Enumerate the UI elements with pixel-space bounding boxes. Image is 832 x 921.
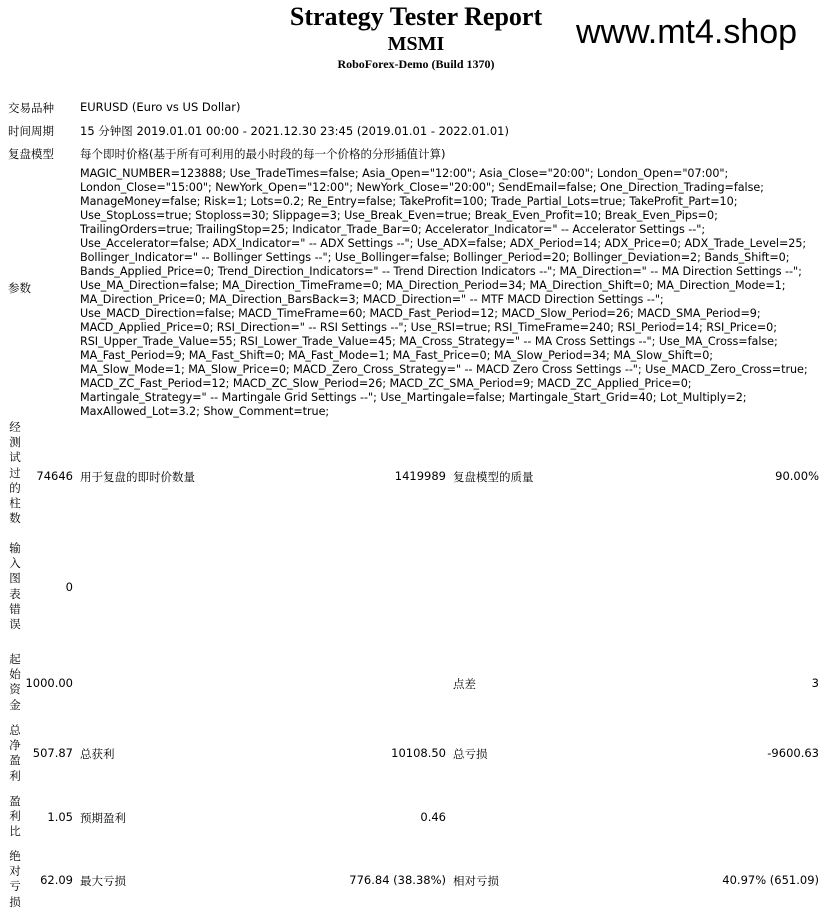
gross-profit-label: 总获利 — [80, 747, 115, 761]
spread-value: 3 — [811, 676, 819, 690]
symbol-value: EURUSD (Euro vs US Dollar) — [80, 100, 241, 114]
max-drawdown-label: 最大亏损 — [80, 874, 126, 888]
ticks-value: 1419989 — [394, 469, 446, 483]
gross-loss-value: -9600.63 — [767, 746, 819, 760]
rel-drawdown-label: 相对亏损 — [453, 874, 499, 888]
ticks-label: 用于复盘的即时价数量 — [80, 470, 195, 484]
abs-drawdown-label: 绝对亏损 — [9, 849, 21, 909]
deposit-value: 1000.00 — [25, 676, 73, 690]
expert-name: MSMI — [387, 33, 445, 55]
profit-factor-value: 1.05 — [47, 810, 73, 824]
server-build: RoboForex-Demo (Build 1370) — [337, 57, 495, 71]
bars-value: 74646 — [36, 469, 73, 483]
spread-label: 点差 — [453, 677, 476, 691]
quality-value: 90.00% — [775, 469, 819, 483]
net-profit-value: 507.87 — [32, 746, 73, 760]
net-profit-label: 总净盈利 — [9, 723, 21, 783]
quality-label: 复盘模型的质量 — [453, 470, 534, 484]
watermark-text: www.mt4.shop — [576, 13, 798, 51]
deposit-label: 起始资金 — [9, 652, 21, 712]
expected-payoff-label: 预期盈利 — [80, 811, 126, 825]
bars-label: 经测试过的柱数 — [9, 420, 21, 526]
period-value: 15 分钟图 2019.01.01 00:00 - 2021.12.30 23:45 (2019.01.01 - 2022.01.01) — [80, 124, 509, 138]
symbol-label: 交易品种 — [8, 101, 54, 115]
report-title: Strategy Tester Report — [289, 2, 543, 31]
period-label: 时间周期 — [8, 124, 54, 138]
gross-profit-value: 10108.50 — [391, 746, 446, 760]
params-value: MAGIC_NUMBER=123888; Use_TradeTimes=false; Asia_Open="12:00"; Asia_Close="20:00"; London_Open="07:00"; London_Close="15:00"; NewYork_Open="12:00"; NewYork_Close="20:00"; SendEmail=false; One_Direction_Trading=false; ManageMoney=false; Risk=1; Lots=0.2; Re_Entry=false; TakeProfit=100; Trade_Partial_Lots=true; TakeProfit_Part=10; Use_StopLoss=true; Stoploss=30; Slippage=3; Use_Break_Even=true; Break_Even_Profit=10; Break_Even_Pips=0; TrailingOrders=true; TrailingStop=25; Indicator_Trade_Bar=0; Accelerator_Indicator=" -- Accelerator Settings --"; Use_Accelerator=false; ADX_Indicator=" -- ADX Settings --"; Use_ADX=false; ADX_Period=14; ADX_Price=0; ADX_Trade_Level=25; Bollinger_Indicator=" -- Bollinger Settings --"; Use_Bollinger=false; Bollinger_Period=20; Bollinger_Deviation=2; Bands_Shift=0; Bands_Applied_Price=0; Trend_Direction_Indicators=" -- Trend Direction Indicators --"; MA_Direction=" -- MA Direction Settings --"; Use_MA_Direction=false; MA_Direction_TimeFrame=0; MA_Direction_Period=34; MA_Direction_Shift=0; MA_Direction_Mode=1; MA_Direction_Price=0; MA_Direction_BarsBack=3; MACD_Direction=" -- MTF MACD Direction Settings --"; Use_MACD_Direction=false; MACD_TimeFrame=60; MACD_Fast_Period=12; MACD_Slow_Period=26; MACD_SMA_Period=9; MACD_Applied_Price=0; RSI_Direction=" -- RSI Settings --"; Use_RSI=true; RSI_TimeFrame=240; RSI_Period=14; RSI_Price=0; RSI_Upper_Trade_Value=55; RSI_Lower_Trade_Value=45; MA_Cross_Strategy=" -- MA Cross Settings --"; Use_MA_Cross=false; MA_Fast_Period=9; MA_Fast_Shift=0; MA_Fast_Mode=1; MA_Fast_Price=0; MA_Slow_Period=34; MA_Slow_Shift=0; MA_Slow_Mode=1; MA_Slow_Price=0; MACD_Zero_Cross_Strategy=" -- MACD Zero Cross Settings --"; Use_MACD_Zero_Cross=true; MACD_ZC_Fast_Period=12; MACD_ZC_Slow_Period=26; MACD_ZC_SMA_Period=9; MACD_ZC_Applied_Price=0; Martingale_Strategy=" -- Martingale Grid Settings --"; Use_Martingale=false; Martingale_Start_Grid=40; Lot_Multiply=2; MaxAllowed_Lot=3.2; Show_Comment=true; — [80, 167, 808, 418]
errors-value: 0 — [65, 580, 73, 594]
abs-drawdown-value: 62.09 — [40, 873, 73, 887]
gross-loss-label: 总亏损 — [453, 747, 488, 761]
profit-factor-label: 盈利比 — [9, 794, 21, 839]
max-drawdown-value: 776.84 (38.38%) — [349, 873, 446, 887]
rel-drawdown-value: 40.97% (651.09) — [722, 873, 819, 887]
model-label: 复盘模型 — [8, 147, 54, 161]
params-label: 参数 — [8, 281, 31, 295]
model-value: 每个即时价格(基于所有可利用的最小时段的每一个价格的分形插值计算) — [80, 147, 446, 161]
errors-label: 输入图表错误 — [9, 541, 21, 632]
expected-payoff-value: 0.46 — [420, 810, 446, 824]
